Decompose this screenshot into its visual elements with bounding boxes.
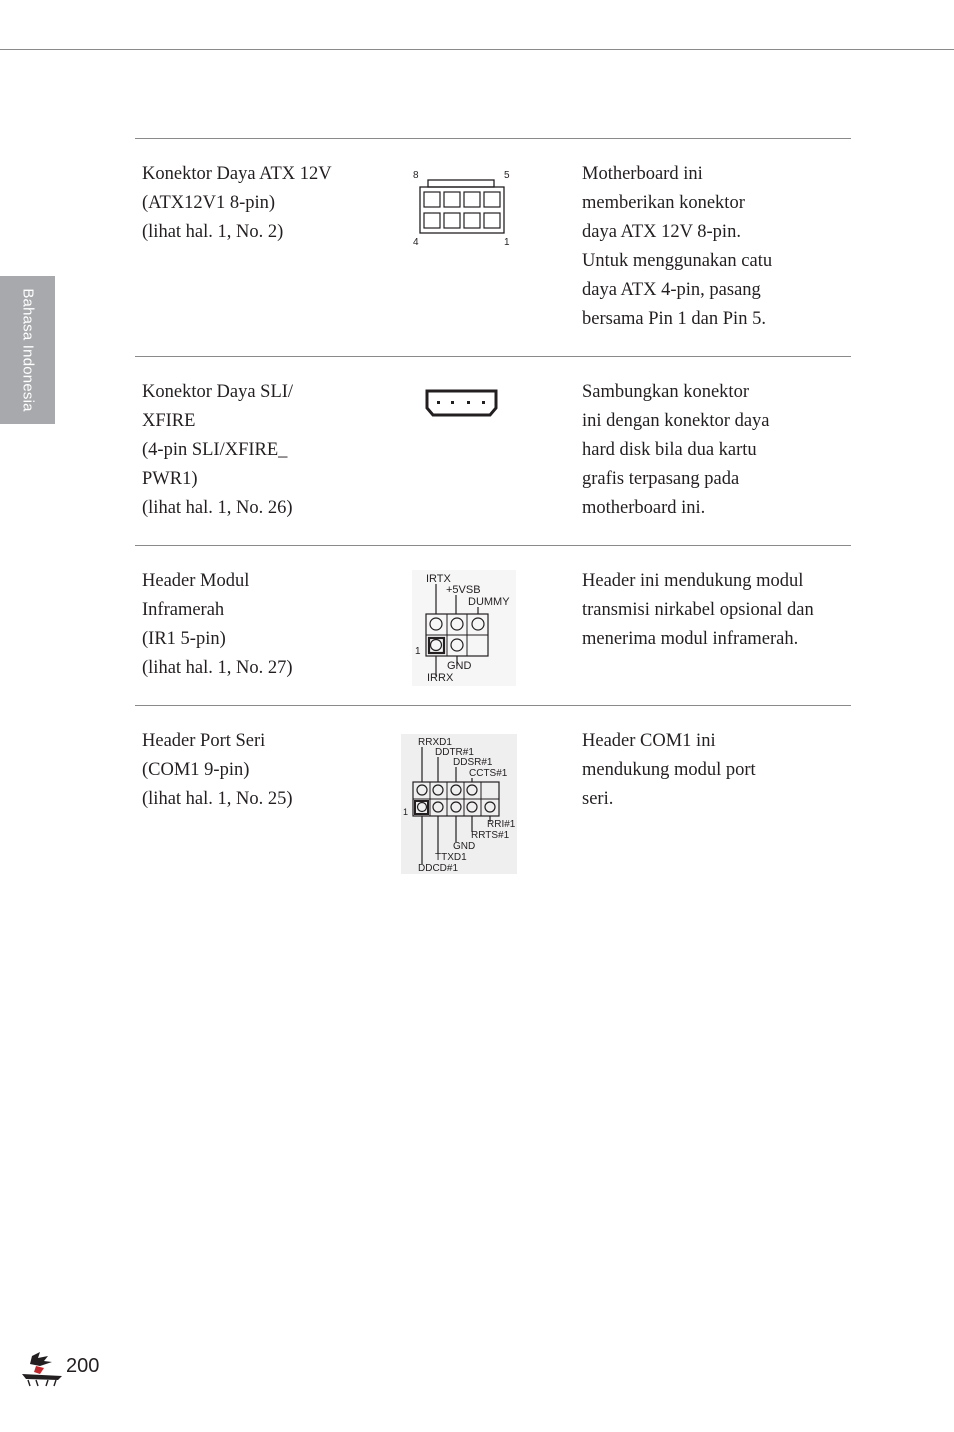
- pin-label: 5: [504, 170, 510, 181]
- connector-name-ir: [142, 567, 293, 683]
- top-rule: [0, 49, 954, 50]
- text-line: mendukung modul port: [582, 759, 756, 780]
- page-number: 200: [66, 1355, 100, 1377]
- text-line: Header COM1 ini: [582, 731, 716, 751]
- text-line: daya ATX 12V 8-pin.: [582, 221, 741, 242]
- text-line: menerima modul inframerah.: [582, 628, 799, 649]
- text-line: (lihat hal. 1, No. 27): [142, 657, 293, 678]
- text-line: Konektor Daya ATX 12V: [142, 164, 332, 184]
- text-line: motherboard ini.: [582, 497, 706, 518]
- text-line: daya ATX 4-pin, pasang: [582, 279, 761, 300]
- text-line: Header Modul: [142, 571, 250, 591]
- connector-name-sli-xfire: [142, 378, 293, 523]
- text-line: bersama Pin 1 dan Pin 5.: [582, 308, 766, 329]
- text-line: Konektor Daya SLI/: [142, 382, 294, 402]
- pin-label: CCTS#1: [469, 768, 508, 779]
- pin-label: TTXD1: [435, 852, 467, 863]
- text-line: (ATX12V1 8-pin): [142, 192, 276, 213]
- pin-label: DDCD#1: [418, 863, 459, 874]
- pin-label: DUMMY: [468, 596, 510, 608]
- pin-label: IRTX: [426, 573, 451, 585]
- text-line: Header ini mendukung modul: [582, 571, 804, 591]
- text-line: Motherboard ini: [582, 164, 703, 184]
- com1-header-diagram: [401, 734, 517, 874]
- table-rule: [135, 545, 851, 546]
- connector-name-com1: [142, 727, 293, 814]
- text-line: seri.: [582, 788, 614, 809]
- text-line: PWR1): [142, 468, 198, 489]
- description-com1: [582, 727, 756, 814]
- text-line: (4-pin SLI/XFIRE_: [142, 439, 288, 460]
- pin-label: GND: [447, 660, 472, 672]
- text-line: (IR1 5-pin): [142, 628, 226, 649]
- description-ir: [582, 567, 814, 654]
- text-line: XFIRE: [142, 410, 196, 431]
- text-line: hard disk bila dua kartu: [582, 439, 757, 460]
- table-rule: [135, 705, 851, 706]
- pin-label: RRXD1: [418, 737, 452, 748]
- text-line: (COM1 9-pin): [142, 759, 250, 780]
- pin-label: 1: [504, 237, 510, 248]
- atx12v-connector-diagram: [405, 163, 523, 251]
- pin-label: RRI#1: [487, 819, 516, 830]
- pin-label: 4: [413, 237, 419, 248]
- text-line: transmisi nirkabel opsional dan: [582, 599, 814, 620]
- pin-label: GND: [453, 841, 476, 852]
- table-rule: [135, 356, 851, 357]
- text-line: Sambungkan konektor: [582, 382, 749, 402]
- text-line: (lihat hal. 1, No. 26): [142, 497, 293, 518]
- description-sli-xfire: [582, 378, 770, 523]
- text-line: (lihat hal. 1, No. 2): [142, 221, 284, 242]
- pin-label: 1: [415, 646, 421, 657]
- pin-label: RRTS#1: [471, 830, 510, 841]
- language-side-tab: [0, 276, 55, 424]
- text-line: Inframerah: [142, 599, 225, 620]
- description-atx12v: [582, 160, 772, 333]
- text-line: memberikan konektor: [582, 192, 745, 213]
- pin-label: DDSR#1: [453, 757, 493, 768]
- sli-xfire-connector-diagram: [424, 388, 500, 418]
- text-line: Untuk menggunakan catu: [582, 250, 773, 271]
- pin-label: 1: [403, 807, 409, 817]
- text-line: (lihat hal. 1, No. 25): [142, 788, 293, 809]
- text-line: grafis terpasang pada: [582, 468, 740, 489]
- language-tab-label: Bahasa Indonesia: [19, 288, 36, 412]
- pin-label: 8: [413, 170, 419, 181]
- pin-label: DDTR#1: [435, 747, 474, 758]
- brand-logo-icon: [18, 1350, 66, 1388]
- pin-label: +5VSB: [446, 584, 481, 596]
- text-line: Header Port Seri: [142, 731, 266, 751]
- connector-name-atx12v: [142, 160, 332, 247]
- ir-header-diagram: [412, 570, 516, 686]
- table-rule-top: [135, 138, 851, 139]
- pin-label: IRRX: [427, 672, 454, 684]
- text-line: ini dengan konektor daya: [582, 410, 770, 431]
